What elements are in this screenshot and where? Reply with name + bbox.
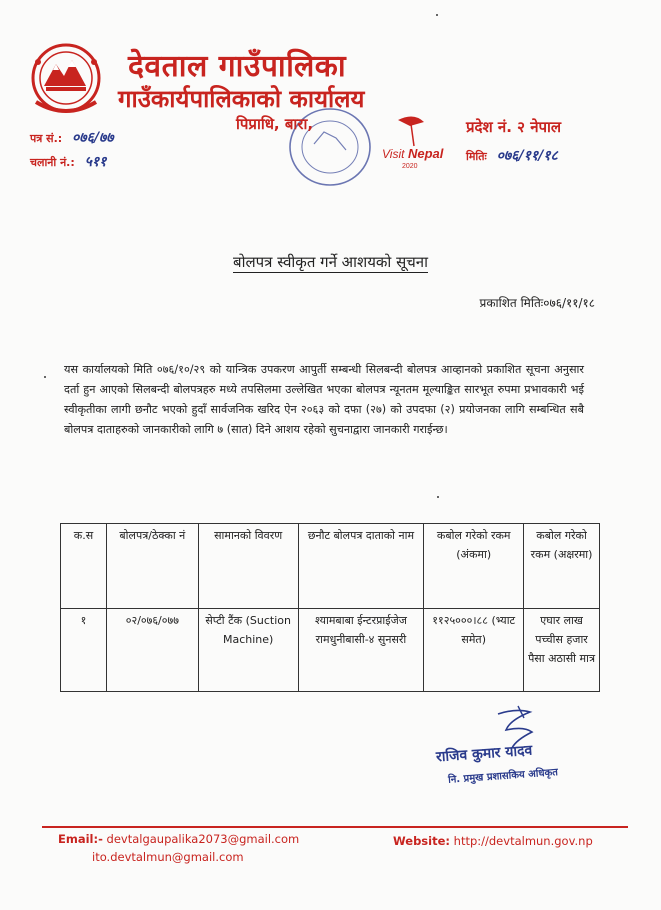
letter-number [30, 128, 114, 147]
letter-date-value: ०७६/११/१८ [496, 148, 558, 164]
svg-text:Nepal: Nepal [408, 146, 444, 161]
header-serial: क.स [61, 524, 107, 609]
email-link-2[interactable]: ito.devtalmun@gmail.com [92, 850, 244, 864]
bid-table [60, 523, 600, 692]
header-bid-number: बोलपत्र/ठेक्का नं [106, 524, 198, 609]
office-subtitle: गाउँकार्यपालिकाको कार्यालय [118, 85, 365, 113]
scan-speck [437, 496, 439, 498]
nepal-emblem-icon [26, 42, 106, 118]
scan-speck [44, 376, 46, 378]
dispatch-number-label: चलानी नं.: [30, 156, 75, 169]
email-label: Email:- [58, 832, 103, 846]
letter-number-label: पत्र सं.: [30, 132, 63, 145]
scan-speck [436, 14, 438, 16]
website-label: Website: [393, 834, 450, 848]
province-label: प्रदेश नं. २ नेपाल [466, 118, 562, 136]
header-amount-figures: कबोल गरेको रकम (अंकमा) [424, 524, 524, 609]
cell-item-description: सेप्टी टैंक (Suction Machine) [198, 609, 298, 692]
office-name: देवताल गाउँपालिका [128, 49, 347, 84]
cell-amount-words: एघार लाख पच्चीस हजार पैसा अठासी मात्र [524, 609, 600, 692]
dispatch-number [30, 152, 106, 171]
letter-date-label: मितिः [466, 150, 487, 163]
notice-body: यस कार्यालयको मिति ०७६/१०/२९ को यान्त्रिक उपकरण आपुर्ती सम्बन्धी सिलबन्दी बोलपत्र आव्हानको प्रकाशित सूचना अनुसार दर्ता हुन आएको सिलबन्दी बोलपत्रहरु मध्ये तपसिलमा उल्लेखित भएका बोलपत्र न्यूनतम मूल्याङ्कित सारभूत रुपमा प्रभावकारी भई स्वीकृतीका लागी छनौट भएको हुदाँ सार्वजनिक खरिद ऐन २०६३ को दफा (२७) को उपदफा (२) प्रयोजनका लागि सम्बन्धित सबै बोलपत्र दाताहरुको जानकारीको लागि ७ (सात) दिने आशय रहेको सुचनाद्वारा जानकारी गराईन्छ। [64, 363, 584, 436]
cell-amount-figures: ११२५०००।८८ (भ्याट समेत) [424, 609, 524, 692]
footer-website [393, 834, 593, 848]
website-link[interactable]: http://devtalmun.gov.np [453, 834, 593, 848]
letter-date [466, 146, 558, 165]
office-address: पिप्राधि, बारा, [236, 115, 314, 133]
signatory-name: राजिव कुमार यादव [435, 742, 533, 766]
email-link-1[interactable]: devtalgaupalika2073@gmail.com [106, 832, 300, 846]
published-date: प्रकाशित मितिः०७६/११/१८ [479, 296, 595, 310]
dispatch-number-value: ५११ [84, 154, 107, 170]
footer-divider [42, 826, 628, 828]
header-bidder-name: छनौट बोलपत्र दाताको नाम [298, 524, 424, 609]
signatory-role: नि. प्रमुख प्रशासकिय अधिकृत [447, 767, 559, 786]
cell-bid-number: ०२/०७६/०७७ [106, 609, 198, 692]
svg-text:2020: 2020 [402, 163, 418, 170]
svg-text:Visit: Visit [382, 147, 405, 161]
visit-nepal-logo-icon [380, 112, 460, 172]
cell-serial: १ [61, 609, 107, 692]
table-row [61, 609, 600, 692]
footer-email [58, 832, 299, 846]
letter-number-value: ०७६/७७ [72, 130, 114, 146]
header-amount-words: कबोल गरेको रकम (अक्षरमा) [524, 524, 600, 609]
header-item-description: सामानको विवरण [198, 524, 298, 609]
cell-bidder-name: श्यामबाबा ईन्टरप्राईजेज रामधुनीबासी-४ सुनसरी [298, 609, 424, 692]
notice-title [0, 252, 661, 272]
notice-title-text: बोलपत्र स्वीकृत गर्ने आशयको सूचना [233, 253, 428, 271]
table-header-row [61, 524, 600, 609]
